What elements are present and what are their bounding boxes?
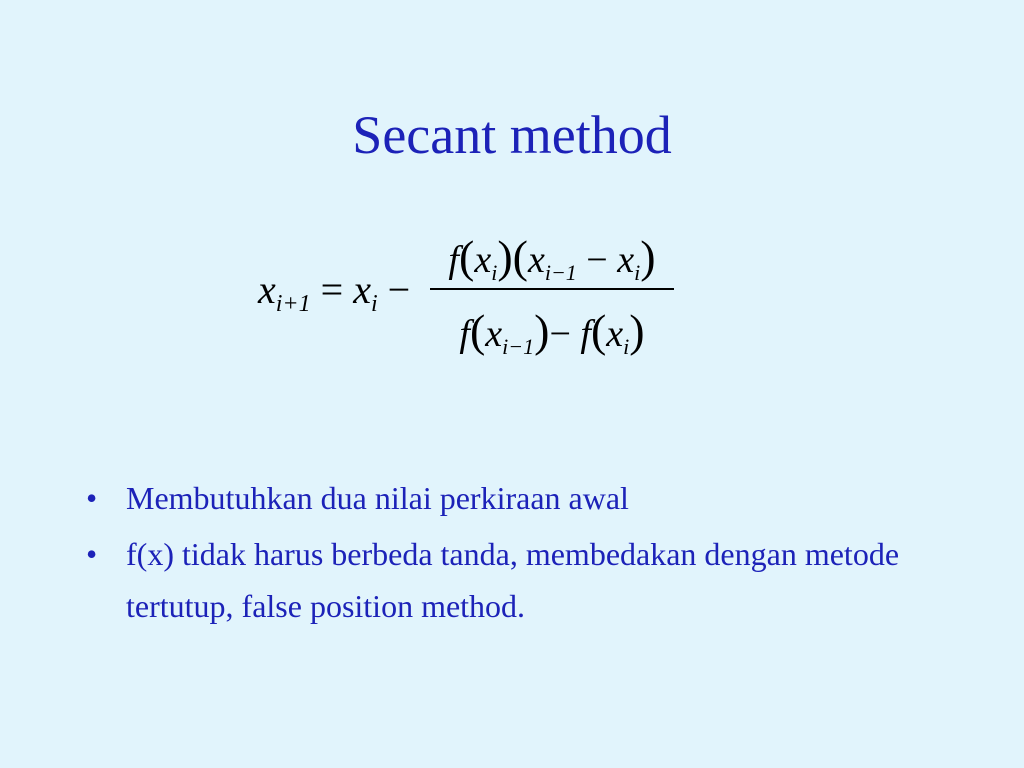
formula-f: f	[459, 313, 470, 355]
formula-sub: i+1	[275, 291, 311, 317]
slide-title: Secant method	[352, 105, 672, 165]
formula-lhs	[258, 266, 410, 328]
formula-minus: −	[549, 313, 571, 355]
formula-f: f	[448, 239, 459, 281]
formula-minus: −	[586, 239, 608, 281]
bullet-item	[86, 528, 946, 632]
formula-sub: i	[491, 260, 498, 285]
bullet-icon: •	[86, 480, 98, 516]
formula-sub: i	[634, 260, 641, 285]
formula-sub: i−1	[502, 334, 535, 359]
fraction-line	[430, 288, 674, 290]
formula-equals: =	[320, 267, 344, 312]
formula-paren: )	[640, 231, 656, 282]
formula-paren: (	[590, 305, 607, 356]
formula-x: x	[258, 267, 276, 312]
formula-x: x	[527, 239, 545, 281]
formula-numerator	[430, 231, 674, 296]
formula-minus: −	[387, 267, 411, 312]
bullet-icon: •	[86, 536, 98, 572]
formula-paren: )	[534, 305, 550, 356]
bullet-list	[86, 472, 946, 636]
formula-denominator	[430, 305, 674, 370]
formula-x: x	[606, 313, 624, 355]
bullet-text: Membutuhkan dua nilai perkiraan awal	[126, 480, 629, 516]
formula-sub: i	[623, 334, 630, 359]
bullet-item	[86, 472, 946, 524]
formula-sub: i−1	[544, 260, 577, 285]
formula-paren: (	[458, 231, 475, 282]
formula-f: f	[580, 313, 591, 355]
formula-x: x	[617, 239, 635, 281]
formula-x: x	[353, 267, 371, 312]
formula-x: x	[474, 239, 492, 281]
formula-paren: (	[469, 305, 486, 356]
formula-sub: i	[370, 291, 378, 317]
formula-paren: )	[629, 305, 645, 356]
formula-x: x	[485, 313, 503, 355]
formula-paren: )(	[497, 231, 528, 282]
bullet-text: f(x) tidak harus berbeda tanda, membedakan dengan metode tertutup, false position method.	[126, 536, 900, 624]
